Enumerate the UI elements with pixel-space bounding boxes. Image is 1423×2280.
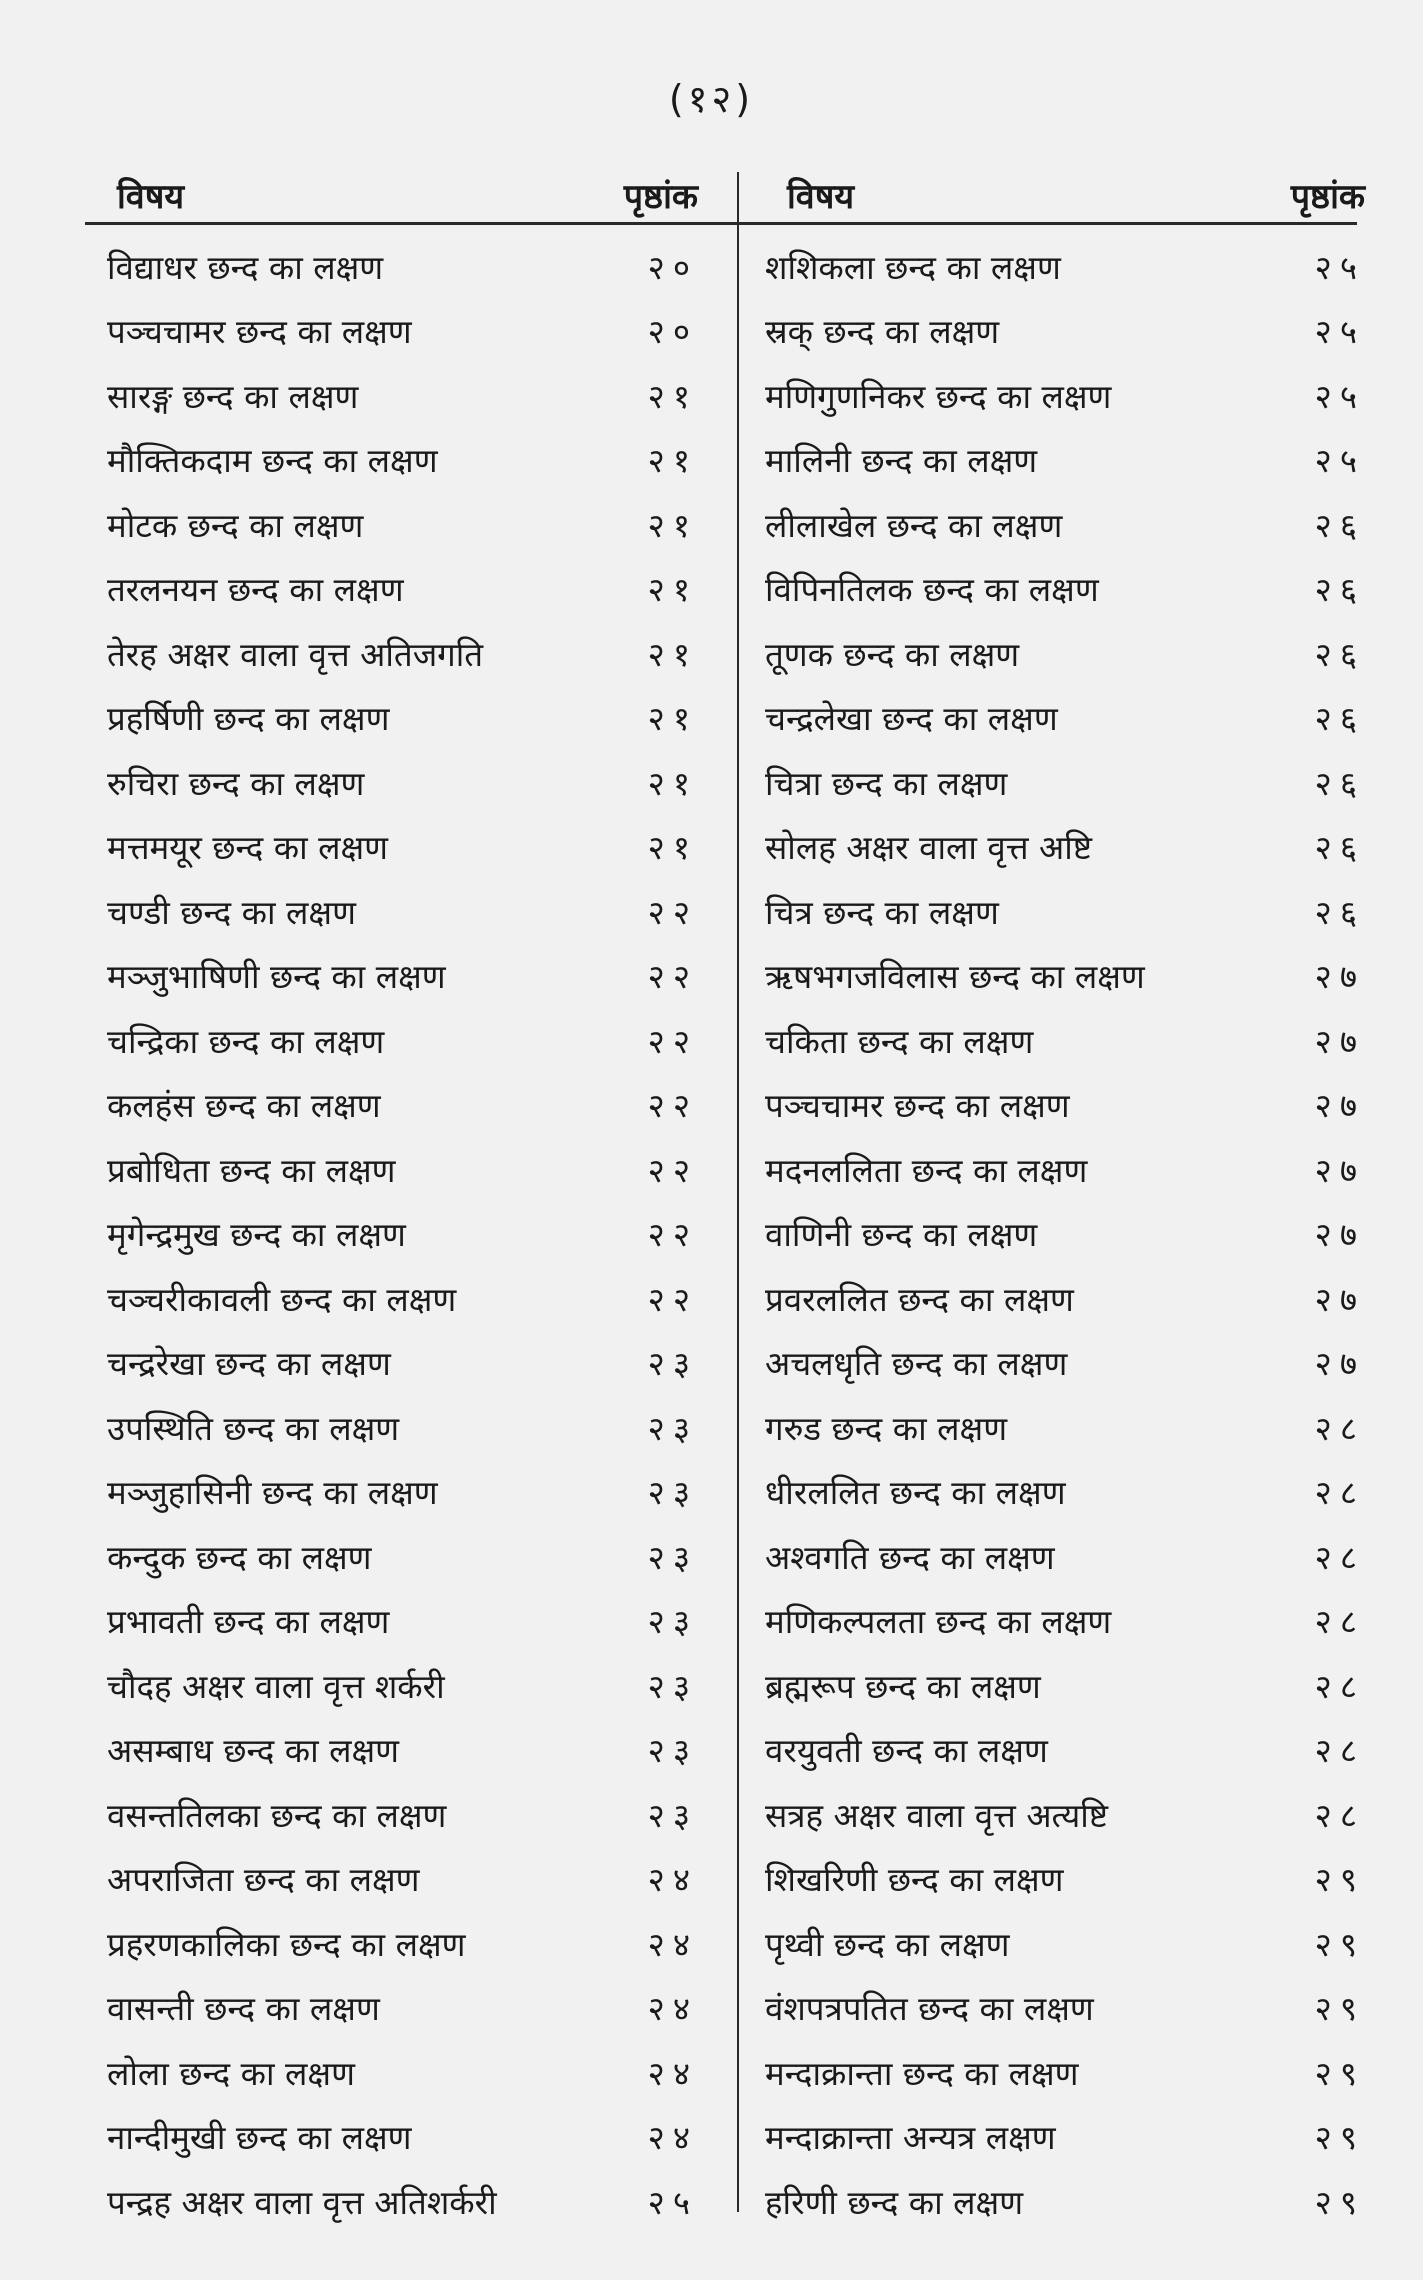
entry-title: लीलाखेल छन्द का लक्षण <box>765 505 1063 545</box>
entry-title: सारङ्ग छन्द का लक्षण <box>107 376 359 416</box>
entry-title: चन्द्रलेखा छन्द का लक्षण <box>765 699 1058 739</box>
entry-page: २१ <box>647 699 698 739</box>
entry-page: २६ <box>1314 570 1365 610</box>
toc-entry <box>745 1073 1365 1138</box>
entry-title: मन्दाक्रान्ता छन्द का लक्षण <box>765 2053 1079 2093</box>
toc-entry <box>85 1976 710 2041</box>
toc-entry <box>85 1911 710 1976</box>
toc-entry <box>85 1524 710 1589</box>
entry-page: २५ <box>1314 312 1365 352</box>
entry-title: शिखरिणी छन्द का लक्षण <box>765 1860 1064 1900</box>
left-header <box>85 160 710 218</box>
toc-entry <box>745 944 1365 1009</box>
entry-title: मञ्जुभाषिणी छन्द का लक्षण <box>107 957 446 997</box>
right-rows <box>745 234 1365 2234</box>
entry-title: अपराजिता छन्द का लक्षण <box>107 1860 420 1900</box>
toc-entry <box>745 1976 1365 2041</box>
entry-page: २१ <box>647 634 698 674</box>
entry-page: २९ <box>1314 2182 1365 2222</box>
entry-title: गरुड छन्द का लक्षण <box>765 1408 1008 1448</box>
left-rows <box>85 234 710 2234</box>
entry-title: कन्दुक छन्द का लक्षण <box>107 1537 372 1577</box>
toc-entry <box>85 815 710 880</box>
toc-entry <box>745 1718 1365 1783</box>
entry-title: तरलनयन छन्द का लक्षण <box>107 570 404 610</box>
entry-page: २८ <box>1314 1473 1365 1513</box>
toc-entry <box>745 750 1365 815</box>
toc-entry <box>85 686 710 751</box>
entry-page: २२ <box>647 1021 698 1061</box>
entry-title: वंशपत्रपतित छन्द का लक्षण <box>765 1989 1094 2029</box>
entry-page: २२ <box>647 1086 698 1126</box>
toc-entry <box>745 428 1365 493</box>
entry-title: मन्दाक्रान्ता अन्यत्र लक्षण <box>765 2118 1056 2158</box>
entry-title: उपस्थिति छन्द का लक्षण <box>107 1408 400 1448</box>
toc-entry <box>745 1395 1365 1460</box>
toc-entry <box>85 1202 710 1267</box>
entry-title: ब्रह्मरूप छन्द का लक्षण <box>765 1666 1041 1706</box>
toc-entry <box>85 557 710 622</box>
toc-entry <box>85 1718 710 1783</box>
entry-page: २७ <box>1314 1279 1365 1319</box>
entry-title: प्रवरललित छन्द का लक्षण <box>765 1279 1074 1319</box>
entry-page: २३ <box>647 1602 698 1642</box>
toc-entry <box>85 492 710 557</box>
entry-title: अश्वगति छन्द का लक्षण <box>765 1537 1055 1577</box>
entry-title: पृथ्वी छन्द का लक्षण <box>765 1924 1010 1964</box>
entry-page: २३ <box>647 1344 698 1384</box>
entry-title: वाणिनी छन्द का लक्षण <box>765 1215 1038 1255</box>
entry-page: २३ <box>647 1666 698 1706</box>
entry-title: स्रक् छन्द का लक्षण <box>765 312 1000 352</box>
entry-title: ऋषभगजविलास छन्द का लक्षण <box>765 957 1145 997</box>
toc-entry <box>745 1589 1365 1654</box>
entry-page: २६ <box>1314 634 1365 674</box>
entry-page: २७ <box>1314 1086 1365 1126</box>
toc-entry <box>745 1653 1365 1718</box>
toc-entry <box>85 1782 710 1847</box>
entry-page: २७ <box>1314 1021 1365 1061</box>
subject-header: विषय <box>117 177 185 217</box>
entry-title: चन्द्ररेखा छन्द का लक्षण <box>107 1344 391 1384</box>
entry-page: २४ <box>647 1924 698 1964</box>
entry-title: चन्द्रिका छन्द का लक्षण <box>107 1021 385 1061</box>
entry-title: प्रभावती छन्द का लक्षण <box>107 1602 390 1642</box>
toc-entry <box>745 621 1365 686</box>
toc-entry <box>85 363 710 428</box>
entry-page: २९ <box>1314 2118 1365 2158</box>
toc-entry <box>85 1653 710 1718</box>
entry-title: सोलह अक्षर वाला वृत्त अष्टि <box>765 828 1093 868</box>
entry-page: २६ <box>1314 505 1365 545</box>
entry-title: रुचिरा छन्द का लक्षण <box>107 763 365 803</box>
entry-title: विद्याधर छन्द का लक्षण <box>107 247 384 287</box>
toc-entry <box>745 1137 1365 1202</box>
toc-entry <box>745 363 1365 428</box>
entry-page: २९ <box>1314 2053 1365 2093</box>
entry-title: मत्तमयूर छन्द का लक्षण <box>107 828 389 868</box>
page-header: पृष्ठांक <box>1290 177 1365 217</box>
entry-page: २३ <box>647 1537 698 1577</box>
entry-title: चौदह अक्षर वाला वृत्त शर्करी <box>107 1666 445 1706</box>
toc-entry <box>745 1460 1365 1525</box>
right-header <box>745 160 1365 218</box>
entry-page: २४ <box>647 2053 698 2093</box>
entry-page: २८ <box>1314 1408 1365 1448</box>
entry-title: पन्द्रह अक्षर वाला वृत्त अतिशर्करी <box>107 2182 497 2222</box>
entry-title: लोला छन्द का लक्षण <box>107 2053 355 2093</box>
toc-entry <box>745 1524 1365 1589</box>
entry-page: २९ <box>1314 1860 1365 1900</box>
toc-entry <box>745 1331 1365 1396</box>
entry-title: चित्रा छन्द का लक्षण <box>765 763 1008 803</box>
toc-entry <box>745 1911 1365 1976</box>
toc-entry <box>85 944 710 1009</box>
entry-page: २८ <box>1314 1666 1365 1706</box>
entry-page: २८ <box>1314 1537 1365 1577</box>
entry-title: पञ्चचामर छन्द का लक्षण <box>107 312 412 352</box>
entry-page: २६ <box>1314 763 1365 803</box>
entry-title: चकिता छन्द का लक्षण <box>765 1021 1034 1061</box>
entry-page: २७ <box>1314 957 1365 997</box>
toc-entry <box>745 1008 1365 1073</box>
entry-title: नान्दीमुखी छन्द का लक्षण <box>107 2118 412 2158</box>
entry-page: २५ <box>1314 441 1365 481</box>
right-column <box>745 160 1365 2220</box>
toc-entry <box>85 428 710 493</box>
toc-entry <box>745 299 1365 364</box>
entry-page: २१ <box>647 828 698 868</box>
entry-page: २९ <box>1314 1924 1365 1964</box>
entry-title: तेरह अक्षर वाला वृत्त अतिजगति <box>107 634 484 674</box>
entry-page: २३ <box>647 1731 698 1771</box>
entry-page: २१ <box>647 441 698 481</box>
toc-entry <box>85 1266 710 1331</box>
entry-page: २१ <box>647 505 698 545</box>
toc-entry <box>85 1847 710 1912</box>
toc-entry <box>85 879 710 944</box>
entry-page: २६ <box>1314 828 1365 868</box>
entry-title: प्रहर्षिणी छन्द का लक्षण <box>107 699 390 739</box>
toc-entry <box>745 1782 1365 1847</box>
toc-entry <box>745 1847 1365 1912</box>
entry-page: २८ <box>1314 1795 1365 1835</box>
entry-page: २३ <box>647 1795 698 1835</box>
entry-page: २१ <box>647 763 698 803</box>
entry-title: चण्डी छन्द का लक्षण <box>107 892 356 932</box>
entry-title: मौक्तिकदाम छन्द का लक्षण <box>107 441 438 481</box>
toc-entry <box>745 234 1365 299</box>
header-rule <box>85 222 737 225</box>
toc-entry <box>745 492 1365 557</box>
entry-page: २४ <box>647 2118 698 2158</box>
entry-page: २४ <box>647 1989 698 2029</box>
entry-page: २६ <box>1314 892 1365 932</box>
entry-page: २५ <box>1314 247 1365 287</box>
toc-entry <box>85 2040 710 2105</box>
entry-title: मणिकल्पलता छन्द का लक्षण <box>765 1602 1112 1642</box>
toc-entry <box>85 1008 710 1073</box>
entry-page: २१ <box>647 376 698 416</box>
toc-entry <box>85 2169 710 2234</box>
entry-page: २८ <box>1314 1602 1365 1642</box>
entry-page: २२ <box>647 1215 698 1255</box>
toc-entry <box>85 1073 710 1138</box>
subject-header: विषय <box>787 177 855 217</box>
entry-page: २७ <box>1314 1344 1365 1384</box>
entry-title: सत्रह अक्षर वाला वृत्त अत्यष्टि <box>765 1795 1109 1835</box>
entry-page: २३ <box>647 1473 698 1513</box>
entry-page: २६ <box>1314 699 1365 739</box>
entry-page: २७ <box>1314 1150 1365 1190</box>
entry-title: चञ्चरीकावली छन्द का लक्षण <box>107 1279 457 1319</box>
toc-entry <box>85 2105 710 2170</box>
page-number: (१२) <box>668 77 755 121</box>
entry-page: २२ <box>647 1279 698 1319</box>
entry-title: मालिनी छन्द का लक्षण <box>765 441 1038 481</box>
entry-page: २२ <box>647 957 698 997</box>
toc-entry <box>85 750 710 815</box>
toc-entry <box>85 234 710 299</box>
entry-title: अचलधृति छन्द का लक्षण <box>765 1344 1068 1384</box>
entry-page: २० <box>647 247 698 287</box>
toc-entry <box>745 686 1365 751</box>
toc-entry <box>745 1266 1365 1331</box>
entry-page: २२ <box>647 892 698 932</box>
entry-title: वासन्ती छन्द का लक्षण <box>107 1989 380 2029</box>
toc-entry <box>745 1202 1365 1267</box>
toc-entry <box>745 879 1365 944</box>
entry-title: असम्बाध छन्द का लक्षण <box>107 1731 400 1771</box>
entry-title: प्रहरणकालिका छन्द का लक्षण <box>107 1924 466 1964</box>
entry-page: २८ <box>1314 1731 1365 1771</box>
column-divider <box>737 172 739 2212</box>
entry-title: हरिणी छन्द का लक्षण <box>765 2182 1024 2222</box>
entry-page: २२ <box>647 1150 698 1190</box>
entry-title: मदनललिता छन्द का लक्षण <box>765 1150 1088 1190</box>
entry-page: २३ <box>647 1408 698 1448</box>
entry-title: विपिनतिलक छन्द का लक्षण <box>765 570 1099 610</box>
entry-title: मञ्जुहासिनी छन्द का लक्षण <box>107 1473 438 1513</box>
toc-entry <box>85 1460 710 1525</box>
header-rule <box>737 222 1357 225</box>
toc-entry <box>745 2040 1365 2105</box>
toc-entry <box>85 1137 710 1202</box>
toc-entry <box>85 1331 710 1396</box>
toc-entry <box>745 557 1365 622</box>
toc-entry <box>85 621 710 686</box>
entry-page: २५ <box>647 2182 698 2222</box>
entry-page: २१ <box>647 570 698 610</box>
entry-title: प्रबोधिता छन्द का लक्षण <box>107 1150 396 1190</box>
entry-title: मृगेन्द्रमुख छन्द का लक्षण <box>107 1215 406 1255</box>
entry-page: २९ <box>1314 1989 1365 2029</box>
toc-entry <box>745 815 1365 880</box>
entry-title: वरयुवती छन्द का लक्षण <box>765 1731 1048 1771</box>
entry-title: मणिगुणनिकर छन्द का लक्षण <box>765 376 1112 416</box>
toc-entry <box>745 2169 1365 2234</box>
entry-title: पञ्चचामर छन्द का लक्षण <box>765 1086 1070 1126</box>
entry-page: २५ <box>1314 376 1365 416</box>
entry-title: कलहंस छन्द का लक्षण <box>107 1086 381 1126</box>
toc-entry <box>85 299 710 364</box>
entry-title: तूणक छन्द का लक्षण <box>765 634 1020 674</box>
entry-page: २४ <box>647 1860 698 1900</box>
entry-page: २० <box>647 312 698 352</box>
page-header: पृष्ठांक <box>623 177 698 217</box>
entry-title: धीरललित छन्द का लक्षण <box>765 1473 1066 1513</box>
toc-entry <box>85 1589 710 1654</box>
left-column <box>85 160 710 2220</box>
entry-title: मोटक छन्द का लक्षण <box>107 505 364 545</box>
entry-page: २७ <box>1314 1215 1365 1255</box>
entry-title: चित्र छन्द का लक्षण <box>765 892 999 932</box>
toc-entry <box>745 2105 1365 2170</box>
toc-entry <box>85 1395 710 1460</box>
entry-title: वसन्ततिलका छन्द का लक्षण <box>107 1795 447 1835</box>
entry-title: शशिकला छन्द का लक्षण <box>765 247 1061 287</box>
